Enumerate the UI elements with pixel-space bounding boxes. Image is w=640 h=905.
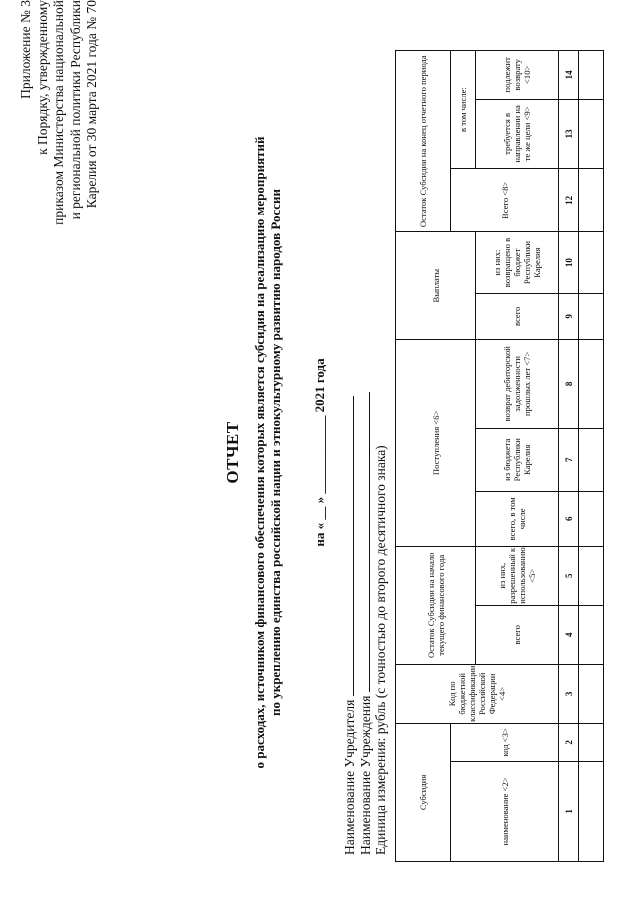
header-receipts-total: всего, в том числе bbox=[476, 491, 559, 546]
header-start-permitted: из них, разрешенный к использованию <5> bbox=[476, 546, 559, 605]
header-payments: Выплаты bbox=[396, 232, 476, 340]
institution-label: Наименование Учреждения bbox=[358, 695, 373, 855]
column-number: 13 bbox=[559, 99, 579, 169]
table-cell[interactable] bbox=[579, 169, 604, 232]
table-cell[interactable] bbox=[579, 99, 604, 169]
header-receipts: Поступления <6> bbox=[396, 340, 476, 547]
appendix-block bbox=[18, 0, 101, 420]
institution-field bbox=[357, 392, 374, 855]
table-cell[interactable] bbox=[579, 761, 604, 861]
column-number: 1 bbox=[559, 761, 579, 861]
table-cell[interactable] bbox=[579, 723, 604, 761]
column-number: 5 bbox=[559, 546, 579, 605]
header-end-total: Всего <8> bbox=[451, 169, 559, 232]
column-number: 2 bbox=[559, 723, 579, 761]
table-row bbox=[579, 51, 604, 862]
column-number: 3 bbox=[559, 664, 579, 723]
unit-note: Единица измерения: рубль (с точностью до второго десятичного знака) bbox=[373, 445, 388, 855]
header-name: наименование <2> bbox=[451, 761, 559, 861]
appendix-line: Карелия от 30 марта 2021 года № 70 bbox=[84, 0, 99, 209]
column-number: 14 bbox=[559, 51, 579, 100]
table-cell[interactable] bbox=[579, 664, 604, 723]
header-including: в том числе: bbox=[451, 51, 476, 169]
appendix-line: и региональной политики Республики bbox=[67, 0, 83, 220]
table-cell[interactable] bbox=[579, 428, 604, 491]
header-payments-total: всего bbox=[476, 293, 559, 339]
report-subtitle bbox=[252, 0, 284, 905]
column-number: 4 bbox=[559, 605, 579, 664]
column-number: 6 bbox=[559, 491, 579, 546]
institution-input-line[interactable] bbox=[357, 392, 370, 692]
table-cell[interactable] bbox=[579, 232, 604, 293]
column-number: 7 bbox=[559, 428, 579, 491]
header-receipts-debt: возврат дебиторской задолженности прошлых лет <7> bbox=[476, 340, 559, 429]
header-budget-code: Код по бюджетной классификации Российской Федерации <4> bbox=[396, 664, 559, 723]
table-cell[interactable] bbox=[579, 293, 604, 339]
header-payments-returned: из них: возвращено в бюджет Республики Карелия bbox=[476, 232, 559, 293]
table-cell[interactable] bbox=[579, 491, 604, 546]
report-title: ОТЧЕТ bbox=[223, 421, 242, 484]
column-number: 8 bbox=[559, 340, 579, 429]
column-number: 9 bbox=[559, 293, 579, 339]
header-start-total: всего bbox=[476, 605, 559, 664]
table-cell[interactable] bbox=[579, 340, 604, 429]
table-cell[interactable] bbox=[579, 605, 604, 664]
header-subsidy: Субсидия bbox=[396, 723, 451, 861]
appendix-line: приказом Министерства национальной bbox=[51, 0, 66, 225]
header-start-balance: Остаток Субсидии на начало текущего финансового года bbox=[396, 546, 476, 664]
column-number: 10 bbox=[559, 232, 579, 293]
report-table bbox=[395, 50, 604, 862]
appendix-line: Приложение № 3 bbox=[18, 0, 33, 99]
header-receipts-budget: из бюджета Республики Карелия bbox=[476, 428, 559, 491]
header-code: код <3> bbox=[451, 723, 559, 761]
header-end-return: подлежит возврату <10> bbox=[476, 51, 559, 100]
report-date: на « __ » ____________ 2021 года bbox=[312, 358, 327, 547]
report-subtitle-line: о расходах, источником финансового обеспечения которых является субсидия на реализацию мероприятий bbox=[252, 136, 267, 769]
founder-field bbox=[341, 396, 358, 855]
column-number: 12 bbox=[559, 169, 579, 232]
report-subtitle-line: по укреплению единства российской нации и этнокультурному развитию народов России bbox=[268, 188, 283, 717]
appendix-line: к Порядку, утвержденному bbox=[34, 0, 50, 155]
header-end-balance: Остаток Субсидии на конец отчетного периода bbox=[396, 51, 451, 232]
header-end-required: требуется в направлении на те же цели <9> bbox=[476, 99, 559, 169]
table-cell[interactable] bbox=[579, 546, 604, 605]
founder-label: Наименование Учредителя bbox=[342, 699, 357, 855]
founder-input-line[interactable] bbox=[341, 396, 354, 696]
table-cell[interactable] bbox=[579, 51, 604, 100]
